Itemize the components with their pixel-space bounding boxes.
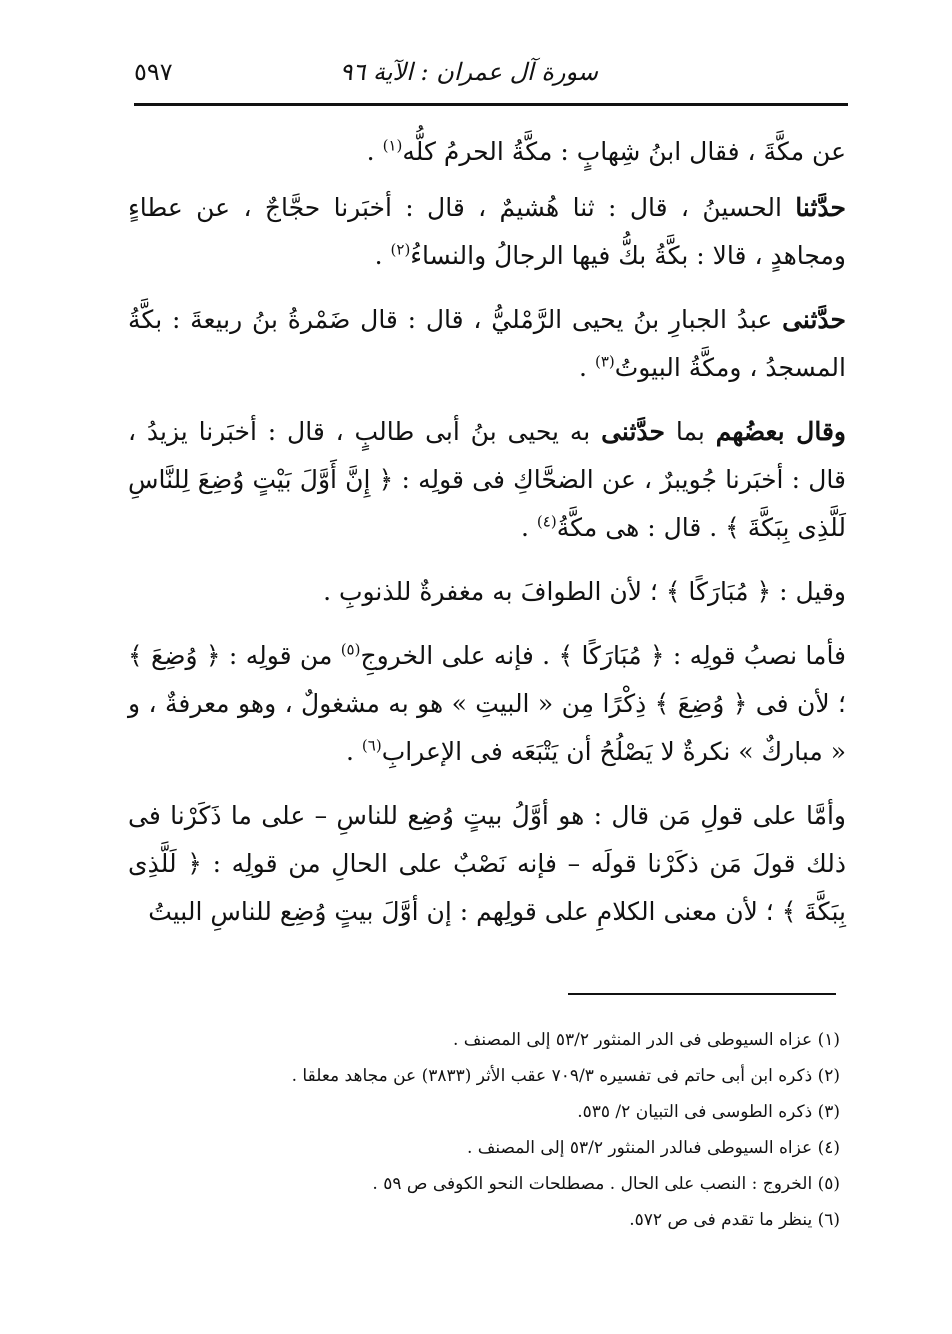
paragraph-text: الحسينُ ، قال : ثنا هُشيمٌ ، قال : أخبَرنا حجَّاجٌ ، عن عطاءٍ ومجاهدٍ ، قالا : بكَّةُ بكُّ فيها الرجالُ والنساءُ	[128, 193, 846, 270]
paragraph-text: فأما نصبُ قولِه :	[664, 641, 847, 670]
footnote-ref: (٢)	[390, 240, 411, 259]
quran-quote: ﴿ إِنَّ أَوَّلَ بَيْتٍ وُضِعَ لِلنَّاسِ لَلَّذِى بِبَكَّةَ ﴾	[128, 465, 846, 542]
paragraph-end: .	[579, 353, 595, 382]
footnote-3: (٣) ذكره الطوسى فى التبيان ٢/ ٥٣٥.	[577, 1102, 840, 1122]
quran-quote: ﴿ مُبَارَكًا ﴾	[558, 641, 665, 670]
header-rule	[134, 103, 848, 106]
paragraph-4	[128, 408, 846, 552]
paragraph-1	[128, 128, 846, 176]
page-number: ٥٩٧	[134, 58, 173, 86]
paragraph-3	[128, 296, 846, 392]
paragraph-text: ؛ لأن فى	[747, 689, 846, 718]
quran-quote: ﴿ مُبَارَكًا ﴾	[665, 577, 772, 606]
quran-quote: ﴿ وُضِعَ ﴾	[128, 641, 221, 670]
footnote-2: (٢) ذكره ابن أبى حاتم فى تفسيره ٧٠٩/٣ عقب الأثر (٣٨٣٣) عن مجاهد معلقا .	[291, 1066, 840, 1086]
main-text	[128, 128, 846, 952]
paragraph-text: وأمَّا على قولِ مَن قال : هو أوَّلُ بيتٍ وُضِع للناسِ – على ما ذَكَرْنا فى ذلك قولَ مَن ذكَرْنا قولَه – فإنه نَصْبٌ على الحالِ من قولِه :	[128, 801, 846, 878]
narration-keyword: حدَّثنى	[601, 417, 665, 446]
paragraph-text: ذِكْرًا مِن « البيتِ » هو به مشغولٌ ، وهو معرفةٌ ، و « مباركٌ » نكرةٌ لا يَصْلُحُ أن يَتْبَعَه فى الإعرابِ	[128, 689, 846, 766]
footnote-ref: (٣)	[594, 352, 615, 371]
narration-keyword: حدَّثنا	[795, 193, 846, 222]
paragraph-end: .	[374, 241, 391, 270]
paragraph-text: عبدُ الجبارِ بنُ يحيى الرَّمْليُّ ، قال : قال ضَمْرةُ بنُ ربيعةَ : بكَّةُ المسجدُ ، ومكَّةُ البيوتُ	[128, 305, 846, 382]
footnote-4: (٤) عزاه السيوطى فىالدر المنثور ٥٣/٢ إلى المصنف .	[466, 1138, 840, 1158]
paragraph-end: .	[346, 737, 362, 766]
paragraph-text: بما	[664, 417, 716, 446]
footnote-5: (٥) الخروج : النصب على الحال . مصطلحات النحو الكوفى ص ٥٩ .	[372, 1174, 840, 1194]
narration-keyword: حدَّثنى	[782, 305, 846, 334]
paragraph-text: ؛ لأن الطوافَ به مغفرةٌ للذنوبِ .	[323, 577, 666, 606]
narration-keyword: وقال بعضُهم	[715, 417, 846, 446]
running-header	[128, 52, 848, 96]
footnotes	[150, 1022, 840, 1238]
paragraph-5	[128, 568, 846, 616]
paragraph-text: به يحيى بنُ أبى طالبٍ ، قال : أخبَرنا يزيدُ ، قال : أخبَرنا جُويبرٌ ، عن الضحَّاكِ فى قولِه :	[128, 417, 846, 494]
footnote-ref: (٤)	[536, 512, 557, 531]
paragraph-end: .	[366, 137, 383, 166]
quran-quote: ﴿ وُضِعَ ﴾	[654, 689, 748, 718]
paragraph-7	[128, 792, 846, 936]
paragraph-text: . فإنه على الخروجِ	[360, 641, 559, 670]
footnote-1: (١) عزاه السيوطى فى الدر المنثور ٥٣/٢ إلى المصنف .	[453, 1030, 840, 1050]
footnote-6: (٦) ينظر ما تقدم فى ص ٥٧٢.	[629, 1210, 840, 1230]
paragraph-6	[128, 632, 846, 776]
paragraph-2	[128, 184, 846, 280]
paragraph-text: عن مكَّةَ ، فقال ابنُ شِهابٍ : مكَّةُ الحرمُ كلُّه	[402, 137, 846, 166]
paragraph-text: . قال : هى مكَّةُ	[556, 513, 726, 542]
footnote-ref: (١)	[382, 136, 403, 155]
paragraph-text: وقيل :	[771, 577, 846, 606]
footnote-separator	[568, 993, 836, 995]
paragraph-end: .	[521, 513, 537, 542]
quran-quote: ﴿ لَلَّذِى بِبَكَّةَ ﴾	[128, 849, 846, 926]
header-title: سورة آل عمران : الآية ٩٦	[339, 58, 598, 86]
footnote-ref: (٥)	[340, 640, 361, 659]
footnote-ref: (٦)	[361, 736, 382, 755]
paragraph-text: من قولِه :	[220, 641, 341, 670]
paragraph-text: ؛ لأن معنى الكلامِ على قولِهم : إن أوَّلَ بيتٍ وُضِع للناسِ البيتُ	[148, 897, 782, 926]
